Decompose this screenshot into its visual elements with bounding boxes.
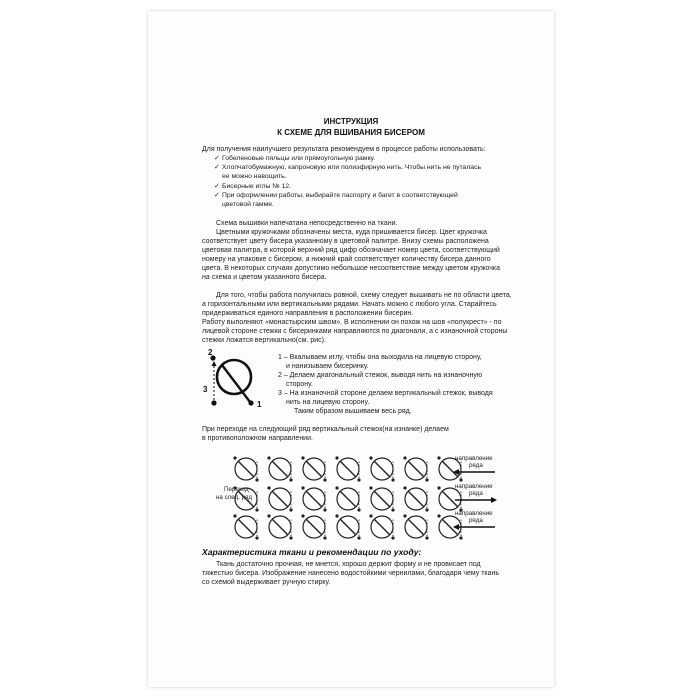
title-line-1: ИНСТРУКЦИЯ xyxy=(323,117,379,126)
stitch-point-dot xyxy=(335,486,338,489)
bullet-1: Гобеленовые пяльцы или прямоугольную рамку. xyxy=(222,155,376,162)
care-line-2: тяжестью бисера. Изображение нанесено водостойкими чернилами, благодаря чему ткань xyxy=(202,570,500,577)
stitch-point-dot xyxy=(403,456,406,459)
stitch-point-dot xyxy=(357,478,360,481)
transition-line-2: в противоположном направлении. xyxy=(202,435,313,442)
stitch-point-dot xyxy=(289,478,292,481)
stitch-point-dot xyxy=(391,478,394,481)
p2-line-6: стежки ложатся вертикально(см. рис). xyxy=(202,337,326,344)
stitch-point-dot xyxy=(289,536,292,539)
diagonal-stitch-line xyxy=(374,519,390,535)
stitch-point-dot xyxy=(289,508,292,511)
direction-label-2b: ряда xyxy=(469,490,483,497)
stitch-point-dot xyxy=(459,536,462,539)
diagonal-stitch-line xyxy=(306,461,322,477)
arrow-right-icon xyxy=(453,497,497,503)
step-2-line-2: сторону. xyxy=(286,381,313,388)
p1-line-7: на схема и цветом указанного бисера. xyxy=(202,274,327,281)
diagonal-stitch-line xyxy=(222,365,250,402)
diagonal-stitch-line xyxy=(340,519,356,535)
arrow-up-icon xyxy=(212,361,217,366)
diagonal-stitch-line xyxy=(408,519,424,535)
stitch-point-dot xyxy=(437,486,440,489)
stitch-point-dot xyxy=(233,456,236,459)
stitch-point-dot xyxy=(403,486,406,489)
bullet-3: Бисерные иглы № 12. xyxy=(222,183,292,190)
stitch-point-dot xyxy=(425,478,428,481)
stitch-point-dot xyxy=(255,508,258,511)
stitch-point-dot xyxy=(357,536,360,539)
stitch-point-dot xyxy=(323,478,326,481)
label-1: 1 xyxy=(257,400,262,409)
p1-line-2: Цветными кружочками обозначены места, куда пришивается бисер. Цвет кружочка xyxy=(216,229,487,236)
step-2-line-1: 2 – Делаем диагональный стежок, выводя нить на изнаночную xyxy=(278,372,483,379)
bullet-check-icon: ✓ xyxy=(214,192,220,199)
diagonal-stitch-line xyxy=(340,491,356,507)
p1-line-4: цветовая палитра, в которой верхний ряд цифр обозначает номер цвета, соответствующий xyxy=(202,247,500,254)
arrow-left-icon xyxy=(453,524,497,530)
step-3-line-2: нить на лицевую сторону. xyxy=(286,399,370,406)
stitch-point-dot xyxy=(459,478,462,481)
diagonal-stitch-line xyxy=(272,491,288,507)
diagonal-stitch-line xyxy=(408,491,424,507)
stitch-point-dot xyxy=(369,486,372,489)
stitch-point-dot xyxy=(369,514,372,517)
stitch-point-dot xyxy=(437,456,440,459)
p1-line-6: цвета. В некоторых случаях допустимо небольшое несоответствие между цветом кружочка xyxy=(202,265,501,272)
diagonal-stitch-line xyxy=(306,519,322,535)
bullet-2-line-2: ее можно навощить. xyxy=(222,173,287,180)
step-summary: Таким образом вышиваем весь ряд. xyxy=(294,408,412,415)
arrow-left-icon xyxy=(453,469,497,475)
stitch-point-dot xyxy=(357,508,360,511)
title-line-2: К СХЕМЕ ДЛЯ ВШИВАНИЯ БИСЕРОМ xyxy=(277,128,425,137)
p2-line-4: Работу выполняют «монастырским швом». В исполнении он похож на шов «полукрест» - по xyxy=(202,319,502,326)
label-2: 2 xyxy=(208,348,213,357)
diagonal-stitch-line xyxy=(374,461,390,477)
stitch-diagram xyxy=(200,347,270,413)
transition-line-1: При переходе на следующий ряд вертикальный стежок(на изнанке) делаем xyxy=(202,426,449,433)
stitch-point-dot xyxy=(267,514,270,517)
stitch-point-dot xyxy=(323,508,326,511)
stitch-point-dot xyxy=(335,514,338,517)
care-line-1: Ткань достаточно прочная, не мнется, хорошо держит форму и не провисает под xyxy=(216,561,481,568)
rows-stitch-diagram xyxy=(218,445,488,543)
stitch-point-dot xyxy=(437,514,440,517)
instruction-sheet xyxy=(148,11,554,687)
bullet-check-icon: ✓ xyxy=(214,155,220,162)
transition-label-1: Переход xyxy=(224,486,249,493)
direction-label-2a: направление xyxy=(455,483,493,490)
stitch-point-dot xyxy=(425,536,428,539)
step-3-line-1: 3 – На изнаночной стороне делаем вертикальный стежок, выводя xyxy=(278,390,493,397)
diagonal-stitch-line xyxy=(272,519,288,535)
p1-line-3: соответствует цвету бисера указанному в цветовой палитре. Внизу схемы расположена xyxy=(202,238,489,245)
diagonal-stitch-line xyxy=(272,461,288,477)
p1-line-5: номеру на упаковке с бисером, а нижний край соответствует количеству бисера данного xyxy=(202,256,491,263)
p2-line-1: Для того, чтобы работа получилась ровной, схему следует вышивать не по области цвета, xyxy=(216,292,512,299)
stitch-point-dot xyxy=(369,456,372,459)
diagonal-stitch-line xyxy=(408,461,424,477)
diagonal-stitch-line xyxy=(238,461,254,477)
stitch-point-dot xyxy=(403,514,406,517)
direction-label-3a: направление xyxy=(455,510,493,517)
stitch-point-dot xyxy=(301,456,304,459)
stitch-point-dot xyxy=(267,486,270,489)
step-1-line-2: и нанизываем бисеринку. xyxy=(286,363,369,370)
bullet-check-icon: ✓ xyxy=(214,164,220,171)
direction-label-1a: направление xyxy=(455,455,493,462)
stitch-point-dot xyxy=(255,536,258,539)
diagonal-stitch-line xyxy=(374,491,390,507)
stitch-point-dot xyxy=(391,536,394,539)
point-3-dot xyxy=(211,400,216,405)
stitch-point-dot xyxy=(323,536,326,539)
stitch-point-dot xyxy=(335,456,338,459)
diagonal-stitch-line xyxy=(306,491,322,507)
diagonal-stitch-line xyxy=(238,519,254,535)
direction-label-1b: ряда xyxy=(469,462,483,469)
care-line-3: со схемой выдерживает ручную стирку. xyxy=(202,579,331,586)
p2-line-2: а горизонтальными или вертикальными рядами. Начать можно с любого угла. Старайтесь xyxy=(202,301,497,308)
direction-label-3b: ряда xyxy=(469,517,483,524)
transition-label-2: на след. ряд xyxy=(216,494,252,501)
stitch-point-dot xyxy=(267,456,270,459)
p2-line-3: придерживаться единого направления в расположении бисерин. xyxy=(202,310,414,317)
stitch-point-dot xyxy=(425,508,428,511)
stitch-point-dot xyxy=(301,514,304,517)
stitch-point-dot xyxy=(301,486,304,489)
stitch-point-dot xyxy=(233,514,236,517)
label-3: 3 xyxy=(203,385,208,394)
step-1-line-1: 1 – Вкалываем иглу, чтобы она выходила на лицевую сторону, xyxy=(278,354,482,361)
bullet-check-icon: ✓ xyxy=(214,183,220,190)
bullet-4-line-1: При оформлении работы, выбирайте паспорту и багет в соответствующей xyxy=(222,192,458,199)
p1-line-1: Схема вышивки напечатана непосредственно на ткани. xyxy=(216,220,398,227)
care-heading: Характеристика ткани и рекомендации по уходу: xyxy=(202,547,422,557)
bullet-2-line-1: Хлопчатобумажную, капроновую или полиэфирную нить. Чтобы нить не путалась xyxy=(222,164,482,171)
bullet-4-line-2: цветовой гамме. xyxy=(222,201,274,208)
diagonal-stitch-line xyxy=(340,461,356,477)
point-1-dot xyxy=(248,400,253,405)
stitch-point-dot xyxy=(391,508,394,511)
intro-text: Для получения наилучшего результата рекомендуем в процессе работы использовать: xyxy=(202,146,486,153)
stitch-point-dot xyxy=(255,478,258,481)
p2-line-5: лицевой стороне стежки с бисеринками направляются по диагонали, а с изнаночной стороны xyxy=(202,328,508,335)
